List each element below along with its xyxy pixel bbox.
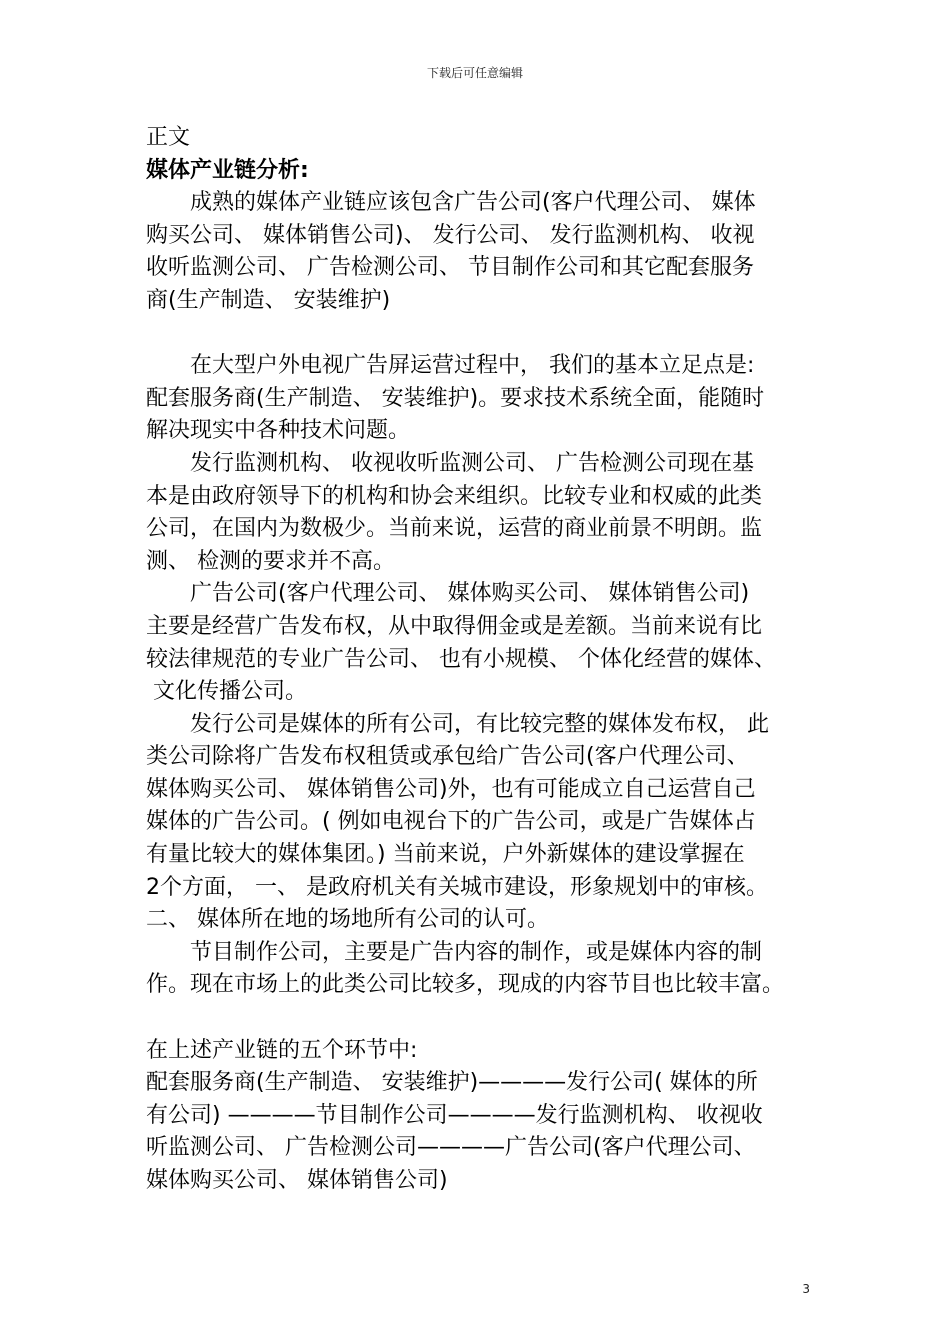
document-body (146, 122, 810, 1198)
text-line: 本是由政府领导下的机构和协会来组织。比较专业和权威的此类 (146, 483, 763, 509)
text-line: 配套服务商(生产制造、 安装维护)————发行公司( 媒体的所 (146, 1070, 758, 1096)
text-line: 发行公司是媒体的所有公司，有比较完整的媒体发布权， 此 (146, 711, 769, 737)
text-line: 2个方面， 一、 是政府机关有关城市建设，形象规划中的审核。 (146, 874, 768, 900)
page-header: 下载后可任意编辑 (426, 66, 523, 80)
text-line: 在大型户外电视广告屏运营过程中， 我们的基本立足点是: (146, 353, 755, 379)
text-line: 二、 媒体所在地的场地所有公司的认可。 (146, 907, 549, 933)
text-line: 类公司除将广告发布权租赁或承包给广告公司(客户代理公司、 (146, 744, 749, 770)
text-line: 广告公司(客户代理公司、 媒体购买公司、 媒体销售公司) (146, 581, 750, 607)
text-line: 发行监测机构、 收视收听监测公司、 广告检测公司现在基 (146, 450, 754, 476)
text-line: 主要是经营广告发布权，从中取得佣金或是差额。当前来说有比 (146, 613, 763, 639)
text-line: 有公司) ————节目制作公司————发行监测机构、 收视收 (146, 1102, 763, 1128)
text-line: 媒体购买公司、 媒体销售公司) (146, 1168, 448, 1193)
text-line: 成熟的媒体产业链应该包含广告公司(客户代理公司、 媒体 (146, 190, 756, 216)
text-line: 媒体购买公司、 媒体销售公司)外，也有可能成立自己运营自己 (146, 776, 756, 802)
text-line: 节目制作公司，主要是广告内容的制作，或是媒体内容的制 (146, 939, 763, 965)
section-heading: 媒体产业链分析: (146, 157, 309, 183)
text-line: 在上述产业链的五个环节中: (146, 1037, 418, 1063)
text-line: 作。现在市场上的此类公司比较多，现成的内容节目也比较丰富。 (146, 972, 785, 998)
text-line: 购买公司、 媒体销售公司)、 发行公司、 发行监测机构、 收视 (146, 222, 755, 248)
text-line: 配套服务商(生产制造、 安装维护)。要求技术系统全面，能随时 (146, 385, 765, 411)
text-line: 收听监测公司、 广告检测公司、 节目制作公司和其它配套服务 (146, 255, 754, 281)
text-line: 听监测公司、 广告检测公司————广告公司(客户代理公司、 (146, 1135, 756, 1161)
document-title: 正文 (146, 125, 191, 150)
text-line: 测、 检测的要求并不高。 (146, 548, 395, 574)
text-line: 有量比较大的媒体集团。) 当前来说，户外新媒体的建设掌握在 (146, 842, 745, 868)
blank-line (146, 318, 810, 351)
page-number: 3 (802, 1282, 810, 1296)
text-line: 文化传播公司。 (146, 679, 307, 705)
body-text (146, 187, 810, 1197)
blank-line (146, 1002, 810, 1035)
text-line: 公司，在国内为数极少。当前来说，运营的商业前景不明朗。监 (146, 516, 763, 542)
text-line: 解决现实中各种技术问题。 (146, 418, 411, 444)
text-line: 较法律规范的专业广告公司、 也有小规模、 个体化经营的媒体、 (146, 646, 776, 672)
text-line: 商(生产制造、 安装维护) (146, 287, 391, 313)
text-line: 媒体的广告公司。( 例如电视台下的广告公司，或是广告媒体占 (146, 809, 756, 835)
